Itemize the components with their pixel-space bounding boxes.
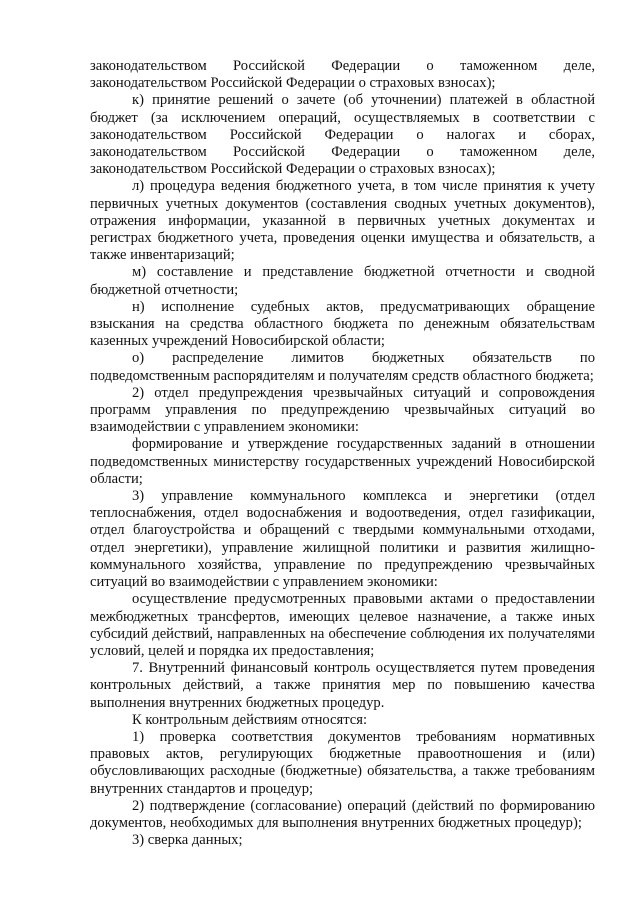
paragraph-section-7: 7. Внутренний финансовый контроль осуществляется путем проведения контрольных действий, а также принятия мер по повышению качества выполнения внутренних бюджетных процедур. — [90, 660, 595, 711]
paragraph-item-o: о) распределение лимитов бюджетных обязательств по подведомственным распорядителям и получателям средств областного бюджета; — [90, 350, 595, 384]
paragraph-item-m: м) составление и представление бюджетной отчетности и сводной бюджетной отчетности; — [90, 264, 595, 298]
document-page — [90, 58, 595, 849]
paragraph-item-2-body: формирование и утверждение государственных заданий в отношении подведомственных министерству государственных учреждений Новосибирской области; — [90, 436, 595, 487]
paragraph-item-2: 2) отдел предупреждения чрезвычайных ситуаций и сопровождения программ управления по предупреждению чрезвычайных ситуаций во взаимодействии с управлением экономики: — [90, 384, 595, 436]
paragraph-item-l: л) процедура ведения бюджетного учета, в том числе принятия к учету первичных учетных документов (составления сводных учетных документов), отражения информации, указанной в первичных учетных документах и регистрах бюджетного учета, проведения оценки имущества и обязательств, а также инвентаризаций; — [90, 178, 595, 264]
paragraph-control-item-3: 3) сверка данных; — [132, 832, 243, 849]
paragraph-item-k: к) принятие решений о зачете (об уточнении) платежей в областной бюджет (за исключением операций, осуществляемых в соответствии с законодательством Российской Федерации о налогах и сборах, законодательством Российской Федерации о таможенном деле, законодательством Российской Федерации о страховых взносах); — [90, 92, 595, 178]
paragraph-item-3-body: осуществление предусмотренных правовыми актами о предоставлении межбюджетных трансфертов, имеющих целевое назначение, а также иных субсидий действий, направленных на обеспечение соблюдения их получателями условий, целей и порядка их предоставления; — [90, 591, 595, 659]
paragraph-control-item-1: 1) проверка соответствия документов требованиям нормативных правовых актов, регулирующих бюджетные правоотношения и (или) обусловливающих расходные (бюджетные) обязательства, а также требованиям внутренних стандартов и процедур; — [90, 728, 595, 797]
paragraph-legislation-tail: законодательством Российской Федерации о таможенном деле, законодательством Российской Федерации о страховых взносах); — [90, 58, 595, 92]
paragraph-item-3: 3) управление коммунального комплекса и энергетики (отдел теплоснабжения, отдел водоснабжения и водоотведения, отдел газификации, отдел благоустройства и обращений с твердыми коммунальными отходами, отдел энергетики), управление жилищной политики и развития жилищно-коммунального хозяйства, управление по предупреждению чрезвычайных ситуаций во взаимодействии с управлением экономики: — [90, 488, 595, 591]
paragraph-item-n: н) исполнение судебных актов, предусматривающих обращение взыскания на средства областного бюджета по денежным обязательствам казенных учреждений Новосибирской области; — [90, 298, 595, 350]
paragraph-control-actions-heading: К контрольным действиям относятся: — [132, 711, 368, 728]
paragraph-control-item-2: 2) подтверждение (согласование) операций (действий по формированию документов, необходимых для выполнения внутренних бюджетных процедур); — [90, 797, 595, 831]
